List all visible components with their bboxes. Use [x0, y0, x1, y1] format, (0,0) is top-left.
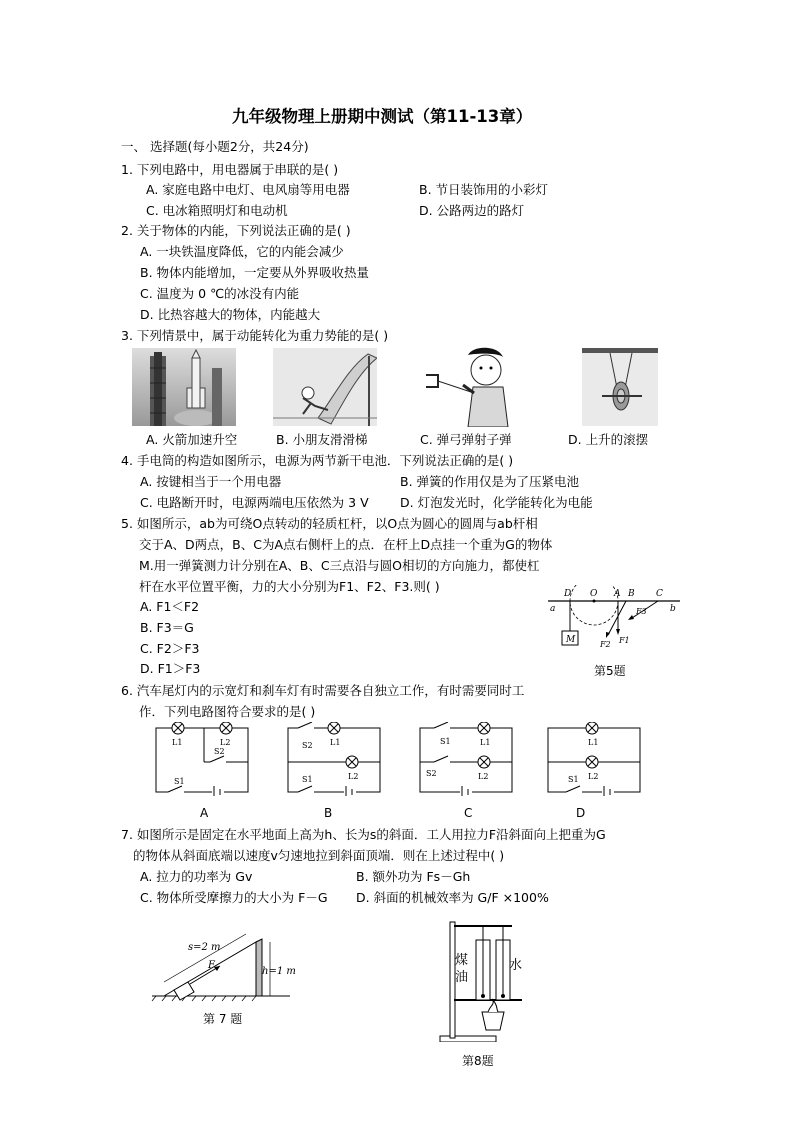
q1-stem: 1. 下列电路中，用电器属于串联的是( )	[121, 162, 339, 177]
lever-label-o: O	[590, 589, 598, 599]
q5-caption: 第5题	[594, 664, 626, 678]
kerosene-label: 煤油	[455, 953, 469, 985]
incline-f-label: F	[208, 960, 215, 971]
circuit-d-lamp1: L1	[588, 738, 599, 747]
circuit-d	[546, 722, 646, 796]
lever-diagram	[546, 585, 682, 653]
lever-label-d: D	[564, 589, 572, 599]
q2-option-c: C. 温度为 0 ℃的冰没有内能	[140, 286, 300, 301]
q7-option-a: A. 拉力的功率为 Gv	[140, 869, 253, 884]
circuit-b-s1: S1	[302, 775, 313, 784]
heating-apparatus-diagram	[436, 918, 540, 1042]
q1-option-b: B. 节日装饰用的小彩灯	[419, 182, 549, 197]
lever-label-a: A	[614, 589, 621, 599]
circuit-b-s2: S2	[302, 741, 313, 750]
circuit-c-lamp1: L1	[480, 738, 491, 747]
q7-option-d: D. 斜面的机械效率为 G/F ×100%	[356, 890, 549, 905]
q8-caption: 第8题	[462, 1054, 494, 1068]
lever-label-c: C	[656, 589, 663, 599]
circuit-a-s1: S1	[174, 777, 185, 786]
lever-label-m: M	[566, 635, 576, 645]
q3-option-a: A. 火箭加速升空	[146, 432, 238, 447]
slingshot-image	[418, 345, 530, 427]
q3-option-d: D. 上升的滚摆	[568, 432, 649, 447]
incline-diagram	[150, 924, 305, 1002]
q3-stem: 3. 下列情景中，属于动能转化为重力势能的是( )	[121, 328, 389, 343]
q4-option-a: A. 按键相当于一个用电器	[140, 474, 282, 489]
q4-option-d: D. 灯泡发光时，化学能转化为电能	[400, 495, 593, 510]
q2-option-d: D. 比热容越大的物体，内能越大	[140, 307, 321, 322]
slide-image	[273, 348, 377, 426]
q7-stem-line2: 的物体从斜面底端以速度v匀速地拉到斜面顶端．则在上述过程中( )	[133, 848, 505, 863]
q6-option-c: C	[464, 806, 473, 820]
q2-option-b: B. 物体内能增加，一定要从外界吸收热量	[140, 265, 370, 280]
q7-option-c: C. 物体所受摩擦力的大小为 F－G	[140, 890, 328, 905]
circuit-b-lamp2: L2	[348, 772, 359, 781]
q5-option-d: D. F1＞F3	[140, 661, 201, 676]
q6-option-d: D	[576, 806, 586, 820]
page-title: 九年级物理上册期中测试（第11-13章）	[232, 107, 533, 126]
q6-option-b: B	[324, 806, 333, 820]
lever-label-f1: F1	[619, 636, 630, 645]
section-heading: 一、 选择题(每小题2分，共24分)	[121, 139, 309, 154]
incline-s-label: s=2 m	[188, 942, 221, 953]
circuit-c-s2: S2	[426, 769, 437, 778]
circuit-c-s1: S1	[440, 737, 451, 746]
circuit-d-lamp2: L2	[588, 772, 599, 781]
q1-option-c: C. 电冰箱照明灯和电动机	[146, 203, 288, 218]
circuit-a-s2: S2	[214, 747, 225, 756]
q7-caption: 第 7 题	[203, 1012, 243, 1026]
lever-label-a-end: a	[550, 604, 556, 614]
q4-option-c: C. 电路断开时，电源两端电压依然为 3 V	[140, 495, 369, 510]
q4-stem: 4. 手电筒的构造如图所示，电源为两节新干电池．下列说法正确的是( )	[121, 453, 514, 468]
q2-option-a: A. 一块铁温度降低，它的内能会减少	[140, 244, 344, 259]
q5-stem-line4: 杆在水平位置平衡，力的大小分别为F1、F2、F3.则( )	[139, 579, 440, 594]
circuit-a-lamp2: L2	[220, 738, 231, 747]
q5-option-a: A. F1＜F2	[140, 599, 200, 614]
q6-stem-line2: 作．下列电路图符合要求的是( )	[139, 704, 316, 719]
circuit-a	[154, 722, 254, 796]
circuit-a-lamp1: L1	[172, 738, 183, 747]
q3-option-b: B. 小朋友滑滑梯	[276, 432, 368, 447]
lever-label-b: B	[628, 589, 635, 599]
circuit-b-lamp1: L1	[330, 738, 341, 747]
q4-option-b: B. 弹簧的作用仅是为了压紧电池	[400, 474, 580, 489]
q5-stem-line1: 5. 如图所示，ab为可绕O点转动的轻质杠杆，以O点为圆心的圆周与ab杆相	[121, 516, 538, 531]
water-label: 水	[509, 958, 523, 973]
q7-stem-line1: 7. 如图所示是固定在水平地面上高为h、长为s的斜面．工人用拉力F沿斜面向上把重为G	[121, 827, 606, 842]
lever-label-f2: F2	[600, 640, 611, 649]
q7-option-b: B. 额外功为 Fs－Gh	[356, 869, 471, 884]
q5-option-b: B. F3＝G	[140, 620, 194, 635]
incline-h-label: h=1 m	[262, 966, 296, 977]
circuit-b	[286, 722, 386, 796]
q5-option-c: C. F2＞F3	[140, 641, 200, 656]
q1-option-d: D. 公路两边的路灯	[419, 203, 525, 218]
rolling-pendulum-image	[582, 348, 658, 426]
q5-stem-line2: 交于A、D两点，B、C为A点右侧杆上的点．在杆上D点挂一个重为G的物体	[139, 537, 553, 552]
lever-label-b-end: b	[670, 604, 676, 614]
lever-label-f3: F3	[636, 607, 647, 616]
circuit-c-lamp2: L2	[478, 772, 489, 781]
q3-option-c: C. 弹弓弹射子弹	[420, 432, 512, 447]
rocket-launch-image	[132, 348, 236, 426]
q1-option-a: A. 家庭电路中电灯、电风扇等用电器	[146, 182, 350, 197]
q6-stem-line1: 6. 汽车尾灯内的示宽灯和刹车灯有时需要各自独立工作，有时需要同时工	[121, 683, 525, 698]
q5-stem-line3: M.用一弹簧测力计分别在A、B、C三点沿与圆O相切的方向施力，都使杠	[139, 558, 540, 573]
circuit-c	[418, 722, 518, 796]
circuit-d-s1: S1	[568, 775, 579, 784]
q6-option-a: A	[200, 806, 209, 820]
q2-stem: 2. 关于物体的内能，下列说法正确的是( )	[121, 223, 351, 238]
